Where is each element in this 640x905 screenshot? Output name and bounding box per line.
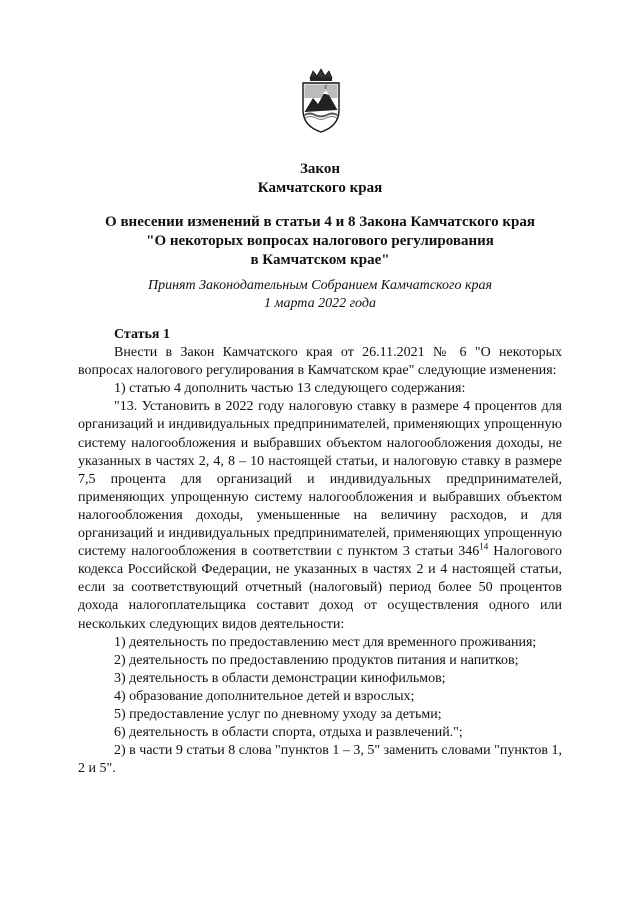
activity-item: 4) образование дополнительное детей и взрослых; (114, 688, 415, 704)
article-intro: Внести в Закон Камчатского края от 26.11.2021 № 6 "О некоторых вопросах налогового регулирования в Камчатском крае" следующие изменения: (78, 345, 562, 379)
law-subject-line-1: О внесении изменений в статьи 4 и 8 Закона Камчатского края (105, 214, 535, 230)
article-body (78, 326, 562, 778)
law-subject (60, 213, 580, 270)
activity-item: 6) деятельность в области спорта, отдыха и развлечений."; (114, 725, 463, 741)
part-13-text (78, 398, 562, 633)
law-subject-line-2: "О некоторых вопросах налогового регулирования (146, 233, 494, 249)
part-13-text-a: "13. Установить в 2022 году налоговую ставку в размере 4 процентов для организаций и индивидуальных предпринимателей, применяющих упрощенную систему налогообложения и выбравших объектом налогообложения доходы, не указанных в частях 2, 4, 8 – 10 настоящей статьи, и налоговую ставку в размере 7,5 процента для организаций и индивидуальных предпринимателей, применяющих упрощенную систему налогообложения и выбравших объектом налогообложения доходы, уменьшенные на величину расходов, и для организаций и индивидуальных предпринимателей, применяющих упрощенную систему налогообложения в соответствии с пунктом 3 статьи 346 (78, 399, 562, 560)
activity-item: 5) предоставление услуг по дневному уходу за детьми; (114, 706, 442, 722)
coat-of-arms-icon (298, 68, 344, 134)
adoption-note (60, 277, 580, 313)
point-2: 2) в части 9 статьи 8 слова "пунктов 1 – 3, 5" заменить словами "пунктов 1, 2 и 5". (78, 743, 562, 777)
article-heading: Статья 1 (114, 327, 170, 342)
law-subject-line-3: в Камчатском крае" (250, 252, 390, 268)
activity-item: 3) деятельность в области демонстрации кинофильмов; (114, 670, 446, 686)
part-13-superscript: 14 (479, 541, 489, 552)
law-title-line: Закон (299, 161, 340, 177)
activity-item: 2) деятельность по предоставлению продуктов питания и напитков; (114, 652, 519, 668)
law-title-region: Камчатского края (257, 180, 383, 196)
activity-item: 1) деятельность по предоставлению мест для временного проживания; (114, 634, 537, 650)
law-title (60, 160, 580, 198)
part-13-text-b: Налогового кодекса Российской Федерации, не указанных в частях 2 и 4 настоящей статьи, если за соответствующий отчетный (налоговый) период более 50 процентов дохода налогоплательщика составит доход от осуществления одного или нескольких следующих видов деятельности: (78, 544, 562, 632)
adoption-date: 1 марта 2022 года (264, 296, 376, 311)
point-1: 1) статью 4 дополнить частью 13 следующего содержания: (114, 381, 466, 397)
adoption-body: Принят Законодательным Собранием Камчатского края (147, 278, 493, 293)
